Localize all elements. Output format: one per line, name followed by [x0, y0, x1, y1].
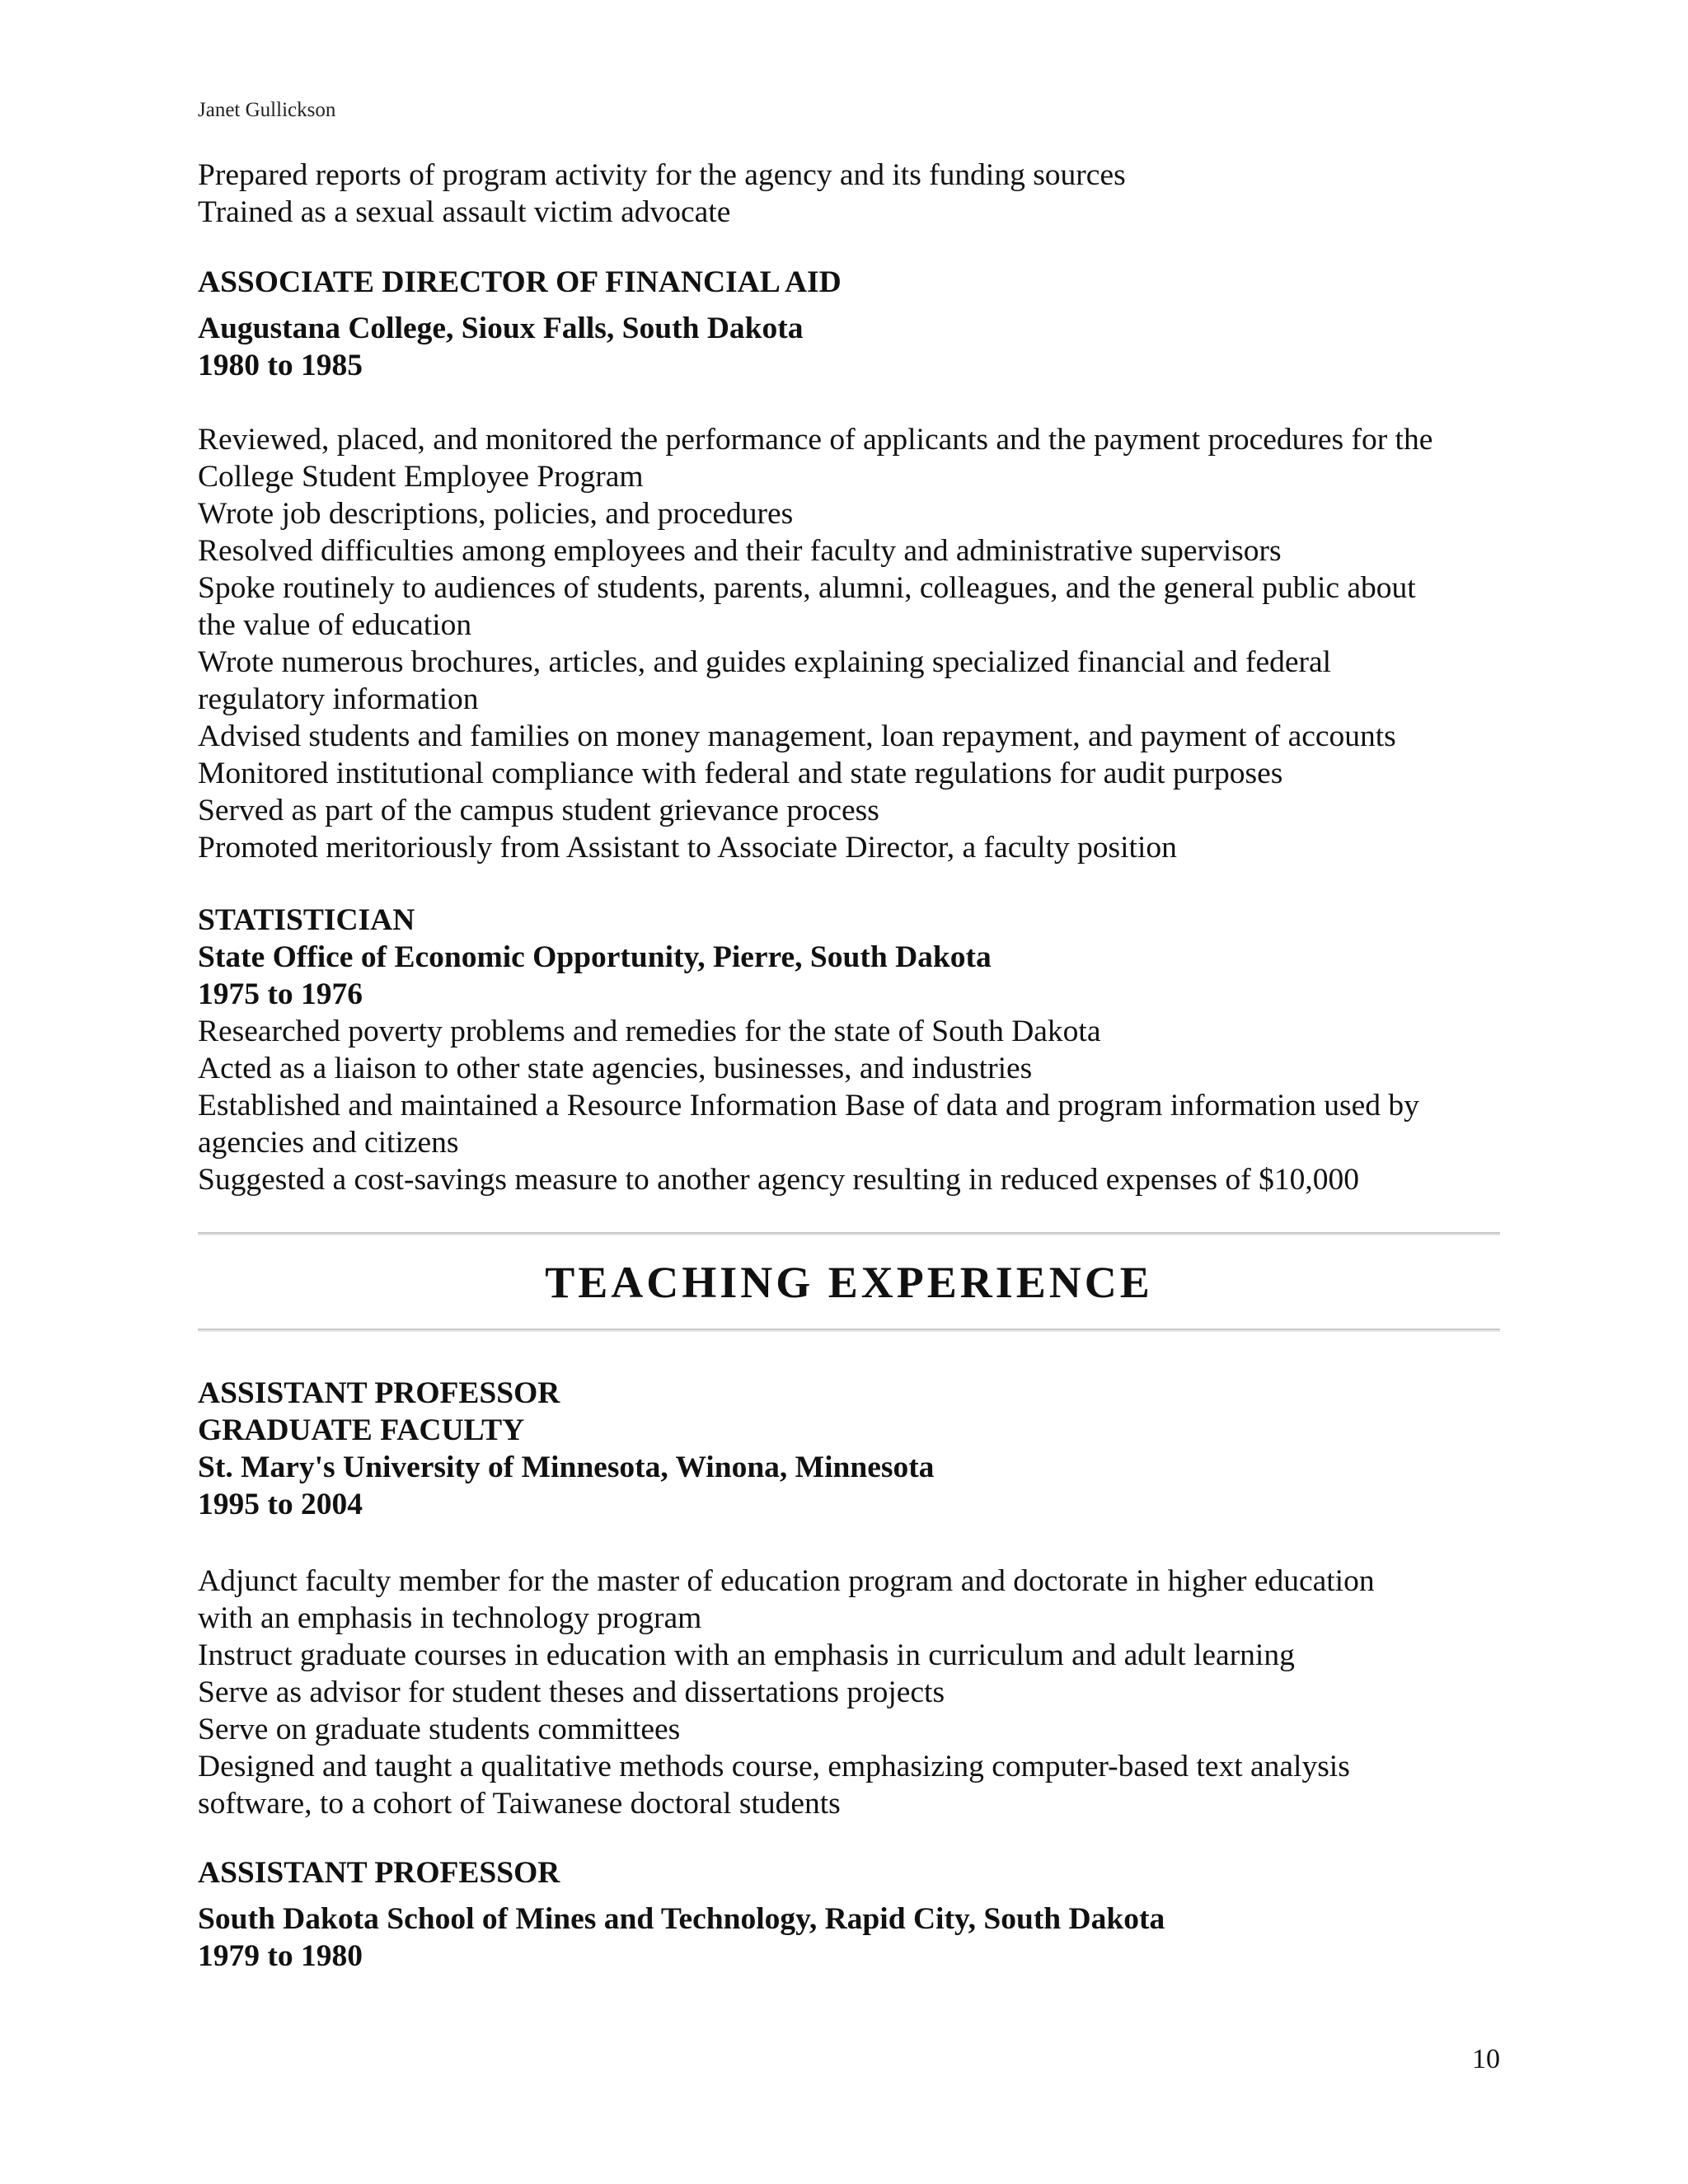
list-item: software, to a cohort of Taiwanese doctoral students: [198, 1787, 841, 1821]
sd-mines-title-block: [198, 1854, 1500, 1891]
institution: St. Mary's University of Minnesota, Winona, Minnesota: [198, 1451, 935, 1484]
financial-aid-details: [198, 310, 1500, 384]
statistician-block: [198, 902, 1500, 1198]
continued-duties-list: [198, 157, 1500, 231]
running-header-name: Janet Gullickson: [198, 99, 336, 121]
list-item: Serve as advisor for student theses and dissertations projects: [198, 1675, 945, 1709]
list-item: Suggested a cost-savings measure to another agency resulting in reduced expenses of $10,000: [198, 1163, 1359, 1197]
sd-mines-details: [198, 1900, 1500, 1975]
page-number: 10: [1472, 2044, 1500, 2074]
institution: South Dakota School of Mines and Technology, Rapid City, South Dakota: [198, 1902, 1165, 1936]
list-item: regulatory information: [198, 682, 479, 716]
years: 1995 to 2004: [198, 1488, 363, 1521]
financial-aid-duties-list: [198, 421, 1500, 866]
list-item: Acted as a liaison to other state agencies, businesses, and industries: [198, 1052, 1033, 1085]
list-item: Designed and taught a qualitative methods course, emphasizing computer-based text analysis: [198, 1750, 1350, 1783]
list-item: agencies and citizens: [198, 1126, 459, 1160]
financial-aid-position-title-block: [198, 264, 1500, 301]
section-heading: TEACHING EXPERIENCE: [545, 1258, 1153, 1307]
section-divider-top: [198, 1232, 1500, 1235]
list-item: Researched poverty problems and remedies for the state of South Dakota: [198, 1015, 1101, 1048]
list-item: Monitored institutional compliance with federal and state regulations for audit purposes: [198, 757, 1283, 790]
section-divider-bottom: [198, 1329, 1500, 1332]
list-item: Wrote job descriptions, policies, and procedures: [198, 497, 794, 531]
list-item: College Student Employee Program: [198, 460, 644, 494]
years: 1975 to 1976: [198, 977, 363, 1011]
list-item: Serve on graduate students committees: [198, 1713, 681, 1746]
list-item: Spoke routinely to audiences of students, parents, alumni, colleagues, and the general public about: [198, 571, 1416, 605]
position-title: STATISTICIAN: [198, 903, 415, 937]
list-item: Prepared reports of program activity for the agency and its funding sources: [198, 158, 1126, 192]
institution: Augustana College, Sioux Falls, South Dakota: [198, 312, 804, 345]
list-item: with an emphasis in technology program: [198, 1601, 702, 1635]
list-item: Trained as a sexual assault victim advocate: [198, 195, 731, 229]
list-item: Reviewed, placed, and monitored the performance of applicants and the payment procedures for the: [198, 423, 1433, 457]
list-item: Wrote numerous brochures, articles, and guides explaining specialized financial and federal: [198, 645, 1332, 679]
list-item: Promoted meritoriously from Assistant to Associate Director, a faculty position: [198, 831, 1177, 865]
list-item: Served as part of the campus student grievance process: [198, 794, 879, 827]
st-marys-duties-list: [198, 1563, 1500, 1822]
st-marys-header-block: [198, 1375, 1500, 1523]
years: 1980 to 1985: [198, 349, 363, 382]
list-item: Instruct graduate courses in education with an emphasis in curriculum and adult learning: [198, 1638, 1295, 1672]
list-item: Adjunct faculty member for the master of education program and doctorate in higher education: [198, 1564, 1375, 1598]
position-title: ASSISTANT PROFESSOR: [198, 1376, 560, 1410]
list-item: Established and maintained a Resource Information Base of data and program information used by: [198, 1089, 1419, 1122]
years: 1979 to 1980: [198, 1939, 363, 1973]
list-item: Resolved difficulties among employees and their faculty and administrative supervisors: [198, 534, 1282, 568]
position-title: ASSISTANT PROFESSOR: [198, 1856, 560, 1890]
position-subtitle: GRADUATE FACULTY: [198, 1413, 525, 1447]
list-item: Advised students and families on money management, loan repayment, and payment of accounts: [198, 719, 1396, 753]
list-item: the value of education: [198, 608, 472, 642]
institution: State Office of Economic Opportunity, Pierre, South Dakota: [198, 940, 992, 974]
position-title: ASSOCIATE DIRECTOR OF FINANCIAL AID: [198, 265, 842, 299]
